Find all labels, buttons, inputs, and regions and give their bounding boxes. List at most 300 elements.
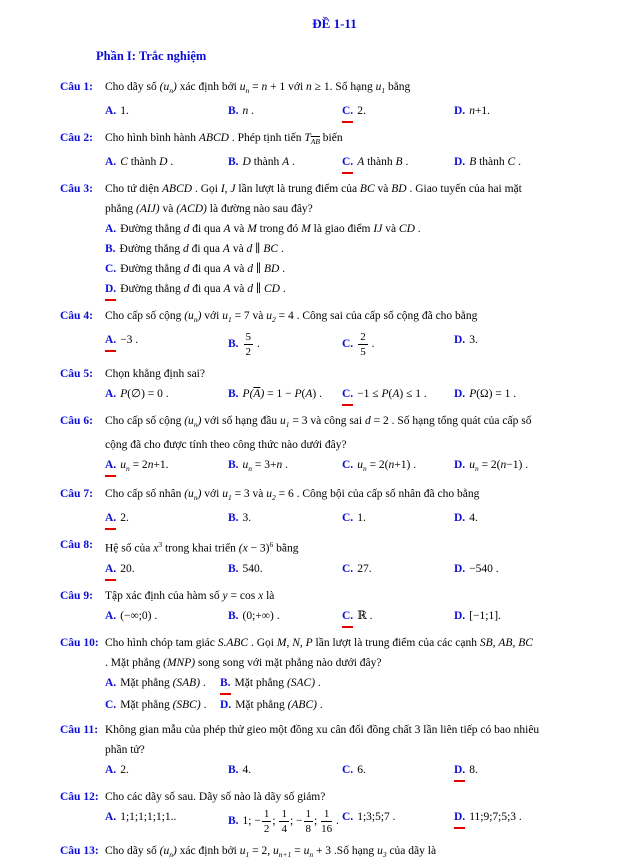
option-D: [220, 695, 609, 715]
correct-answer-letter: C.: [342, 384, 353, 406]
options: [105, 508, 609, 530]
option-A: [105, 559, 228, 581]
option-text: $u_n = 2n+1$.: [120, 459, 169, 473]
math-text: n: [147, 459, 154, 471]
correct-answer-letter: A.: [105, 559, 116, 581]
option-C: [105, 259, 609, 279]
math-text: (u: [159, 844, 170, 857]
options: [105, 807, 609, 836]
question-text: Không gian mẫu của phép thử gieo một đồng xu cân đối đồng chất 3 lần liên tiếp có bao nhiêu phần tử?: [105, 723, 540, 756]
option-B: [228, 606, 342, 628]
option-text: Mặt phẳng (SAB) .: [120, 676, 206, 689]
option-letter: D.: [220, 698, 232, 711]
math-text: BC: [263, 243, 279, 255]
options: [105, 455, 609, 479]
option-A: [105, 508, 228, 530]
option-letter: B.: [228, 338, 239, 351]
option-C: [105, 695, 220, 715]
option-letter: C.: [342, 338, 354, 351]
option-letter: C.: [342, 512, 354, 524]
option-A: [105, 384, 228, 406]
math-subscript: 1: [245, 849, 250, 859]
math-text: (MNP): [163, 656, 196, 669]
option-letter: A.: [105, 223, 117, 235]
math-text: u: [375, 81, 382, 93]
option-B: [228, 101, 342, 123]
option-text: 27.: [357, 562, 372, 575]
option-C: [342, 807, 454, 836]
math-text: J: [230, 183, 236, 195]
math-subscript: n: [245, 86, 250, 95]
option-text: $\frac{5}{2}$ .: [245, 331, 260, 358]
question-main: [105, 841, 609, 865]
option-text: 8.: [469, 763, 478, 776]
math-text: n: [276, 459, 283, 471]
math-text: u: [222, 488, 228, 500]
option-text: 2.: [357, 105, 366, 117]
math-text: A: [223, 283, 231, 295]
math-subscript: n: [474, 464, 479, 473]
question-label: Câu 6:: [60, 415, 93, 427]
question-main: [105, 364, 609, 406]
option-text: −3 .: [120, 334, 139, 346]
math-overline: $\overline{A}$: [253, 388, 261, 400]
math-text: D: [242, 156, 251, 168]
question-main: [105, 77, 609, 123]
options: [105, 152, 609, 174]
option-letter: B.: [228, 156, 239, 168]
option-A: [105, 219, 609, 239]
option-C: [342, 508, 454, 530]
math-subscript: n: [193, 420, 198, 429]
option-letter: A.: [105, 105, 117, 117]
option-letter: B.: [228, 562, 239, 575]
question-label: Câu 5:: [60, 368, 93, 380]
math-text: M: [301, 223, 311, 235]
question-text: Cho dãy số $(u_n)$ xác định bởi $u_n = n + 1$ với n ≥ 1. Số hạng $u_1$ bằng: [105, 81, 411, 95]
math-text: n: [469, 105, 475, 117]
correct-answer-letter: D.: [454, 807, 465, 829]
math-text: u: [273, 844, 279, 857]
math-text: S.ABC: [217, 636, 249, 649]
question-11: [60, 720, 609, 782]
question-text: Hệ số của $x^3$ trong khai triển $(x - 3)^6$ bằng: [105, 540, 299, 555]
math-text: d: [183, 263, 190, 275]
correct-answer-letter: B.: [220, 673, 231, 695]
option-text: 3.: [242, 512, 252, 524]
correct-answer-letter: D.: [105, 279, 116, 301]
option-text: 4.: [469, 512, 478, 524]
fraction: $\frac{2}{5}$: [360, 331, 366, 358]
math-text: u: [239, 81, 246, 93]
option-letter: C.: [105, 263, 117, 275]
option-text: 1.: [120, 105, 129, 117]
math-subscript: n: [193, 315, 198, 324]
option-D: [454, 101, 609, 123]
math-text: P: [120, 388, 128, 400]
math-text: d: [247, 263, 253, 275]
option-C: [342, 606, 454, 628]
math-text: D: [159, 156, 168, 168]
math-text: n: [388, 459, 395, 471]
question-label: Câu 12:: [60, 790, 99, 803]
question-label: Câu 13:: [60, 844, 99, 857]
option-letter: B.: [228, 459, 239, 471]
math-text: IJ: [373, 223, 383, 235]
math-text: A: [305, 388, 313, 400]
math-subscript: 1: [227, 493, 232, 502]
option-B: [228, 330, 342, 359]
option-text: $u_n = 2(n-1)$ .: [469, 459, 529, 473]
question-label: Câu 9:: [60, 589, 93, 602]
math-text: B: [395, 156, 403, 168]
math-text: CD: [264, 283, 280, 295]
question-label: Câu 2:: [60, 132, 93, 144]
math-text: (AIJ): [135, 203, 160, 215]
math-text: ): [172, 81, 177, 93]
question-7: [60, 484, 609, 530]
math-subscript: 2: [272, 315, 276, 324]
option-letter: A.: [105, 763, 117, 776]
question-10: [60, 633, 609, 715]
option-text: Đường thẳng d đi qua A và d ∥ CD .: [120, 283, 286, 295]
option-B: [105, 239, 609, 259]
correct-answer-letter: A.: [105, 508, 116, 530]
option-C: [342, 455, 454, 479]
option-letter: D.: [454, 562, 466, 575]
option-text: A thành B .: [357, 156, 409, 168]
math-text: x: [258, 589, 264, 602]
question-label: Câu 8:: [60, 539, 93, 551]
option-D: [454, 455, 609, 479]
math-text: BC: [359, 183, 375, 195]
question-3: [60, 179, 609, 301]
option-letter: D.: [454, 156, 466, 168]
question-4: [60, 306, 609, 359]
question-main: [105, 633, 609, 715]
math-text: ): [197, 310, 202, 322]
math-text: A: [222, 243, 230, 255]
math-text: u: [266, 488, 273, 500]
math-text: (u: [184, 488, 194, 500]
math-text: ): [197, 488, 202, 500]
options: [105, 673, 609, 715]
question-main: [105, 128, 609, 174]
fraction: $\frac{1}{8}$: [305, 807, 311, 835]
option-text: 2.: [120, 763, 129, 776]
option-text: [−1;1].: [469, 609, 501, 622]
math-text: P: [381, 388, 389, 400]
option-D: [105, 279, 609, 301]
option-text: $u_n = 2(n+1)$ .: [357, 459, 417, 473]
option-text: P(Ω) = 1 .: [469, 388, 517, 400]
option-B: [220, 673, 609, 695]
option-text: Đường thẳng d đi qua A và M trong đó M là giao điểm IJ và CD .: [120, 223, 421, 235]
option-letter: B.: [228, 388, 239, 400]
option-text: Mặt phẳng (SAC) .: [234, 676, 321, 689]
question-5: [60, 364, 609, 406]
option-letter: B.: [228, 512, 239, 524]
correct-answer-letter: C.: [342, 606, 353, 628]
math-text: P: [294, 388, 302, 400]
question-label: Câu 11:: [60, 723, 99, 736]
option-letter: C.: [342, 810, 354, 823]
option-letter: C.: [105, 698, 117, 711]
math-text: u: [120, 459, 126, 471]
math-subscript: n+1: [278, 849, 292, 859]
math-subscript: n: [125, 464, 130, 473]
question-text: Tập xác định của hàm số y = cos x là: [105, 589, 275, 602]
math-text: (u: [184, 415, 194, 427]
option-text: 540.: [242, 562, 263, 575]
question-main: [105, 411, 609, 479]
option-C: [342, 760, 454, 782]
question-6: [60, 411, 609, 479]
fraction: $\frac{5}{2}$: [245, 331, 252, 358]
math-text: n: [261, 81, 268, 93]
math-text: I: [220, 183, 225, 195]
math-text: A: [282, 156, 290, 168]
question-text: Cho hình chóp tam giác S.ABC . Gọi M, N, P lần lượt là trung điểm của các cạnh SB, AB, BC . Mặt phẳng (MNP) song song với mặt phẳng nào dưới đây?: [105, 636, 533, 669]
math-subscript: 1: [227, 315, 232, 324]
math-text: u: [222, 310, 228, 322]
math-text: ABCD: [162, 183, 193, 195]
math-text: (x: [238, 542, 248, 555]
math-text: ): [197, 415, 202, 427]
question-2: [60, 128, 609, 174]
correct-answer-letter: D.: [454, 760, 465, 782]
question-main: [105, 484, 609, 530]
question-text: Cho cấp số cộng $(u_n)$ với số hạng đầu $u_1 = 3$ và công sai d = 2 . Số hạng tổng quát của cấp số cộng đã cho được tính theo công thức nào dưới đây?: [105, 415, 532, 451]
math-text: d: [247, 283, 253, 295]
math-text: u: [280, 415, 286, 427]
option-D: [454, 559, 609, 581]
option-text: (0;+∞) .: [242, 609, 280, 622]
option-letter: C.: [342, 562, 354, 575]
option-text: Đường thẳng d đi qua A và d ∥ BC .: [119, 243, 284, 255]
option-text: 4.: [242, 763, 252, 776]
option-B: [228, 455, 342, 479]
math-text: M: [276, 636, 287, 649]
option-A: [105, 330, 228, 359]
math-text: A: [223, 263, 231, 275]
math-text: n: [242, 105, 249, 117]
question-text: Cho cấp số cộng $(u_n)$ với $u_1 = 7$ và $u_2 = 4$ . Công sai của cấp số cộng đã cho bằng: [105, 310, 478, 324]
math-vector-subscript: AB: [310, 137, 320, 146]
question-13: [60, 841, 609, 865]
correct-answer-letter: A.: [105, 455, 116, 477]
question-label: Câu 3:: [60, 183, 93, 195]
question-label: Câu 4:: [60, 310, 93, 322]
question-main: [105, 306, 609, 359]
options: [105, 559, 609, 581]
math-text: P(: [242, 388, 254, 400]
math-text: ABCD: [198, 132, 229, 144]
option-B: [228, 384, 342, 406]
math-subscript: n: [193, 493, 198, 502]
option-letter: A.: [105, 810, 117, 823]
question-text: Cho tứ diện ABCD . Gọi I, J lần lượt là trung điểm của BC và BD . Giao tuyến của hai mặt phẳng (AIJ) và (ACD) là đường nào sau đây?: [105, 183, 522, 215]
option-text: −1 ≤ P(A) ≤ 1 .: [357, 388, 427, 400]
option-text: 1;3;5;7 .: [357, 810, 396, 823]
option-A: [105, 101, 228, 123]
math-text: A: [392, 388, 400, 400]
correct-answer-letter: C.: [342, 152, 353, 174]
option-D: [454, 606, 609, 628]
option-letter: D.: [454, 512, 466, 524]
math-text: (SBC): [172, 698, 201, 711]
options: [105, 760, 609, 782]
math-subscript: n: [362, 464, 367, 473]
question-main: [105, 535, 609, 581]
math-text: d: [246, 243, 253, 255]
options: [105, 606, 609, 628]
option-A: [105, 807, 228, 836]
option-text: 1;1;1;1;1;1..: [120, 810, 177, 823]
option-letter: A.: [105, 609, 117, 622]
option-B: [228, 559, 342, 581]
option-letter: B.: [105, 243, 116, 255]
page-title: ĐỀ 1-11: [312, 16, 357, 31]
option-letter: D.: [454, 609, 466, 622]
math-text: (u: [184, 310, 194, 322]
math-text: d: [182, 243, 189, 255]
option-D: [454, 384, 609, 406]
math-text: x: [153, 542, 159, 555]
math-text: (ABC): [287, 698, 317, 711]
math-text: (SAC): [286, 676, 316, 689]
math-text: ): [172, 844, 177, 857]
option-B: [228, 508, 342, 530]
math-subscript: n: [169, 86, 173, 95]
option-letter: B.: [228, 763, 239, 776]
math-text: d: [183, 283, 190, 295]
option-letter: B.: [228, 609, 239, 622]
option-C: [342, 101, 454, 123]
math-text: P: [305, 636, 313, 649]
option-letter: A.: [105, 676, 117, 689]
question-label: Câu 10:: [60, 636, 99, 649]
math-text: n: [500, 459, 507, 471]
option-D: [454, 152, 609, 174]
option-letter: C.: [342, 763, 354, 776]
option-text: $\frac{2}{5}$ .: [360, 331, 375, 358]
option-A: [105, 455, 228, 479]
option-A: [105, 673, 220, 695]
option-B: [228, 807, 342, 836]
section-title: Phần I: Trắc nghiệm: [96, 49, 207, 63]
fraction: $\frac{1}{16}$: [321, 807, 333, 835]
question-1: [60, 77, 609, 123]
question-text: Chọn khẳng định sai?: [105, 368, 205, 380]
option-A: [105, 606, 228, 628]
math-text: u: [303, 844, 310, 857]
math-text: (ACD): [176, 203, 207, 215]
math-subscript: 2: [272, 493, 276, 502]
math-text: (u: [159, 81, 170, 93]
math-text: u: [239, 844, 246, 857]
math-text: n: [306, 81, 312, 93]
option-text: 6.: [357, 763, 366, 776]
math-text: ): [260, 388, 265, 400]
question-text: Cho dãy số $(u_n)$ xác định bởi $u_1 = 2$, $u_{n+1} = u_n + 3$ .Số hạng $u_3$ của dãy là: [105, 844, 437, 859]
math-text: N: [292, 636, 300, 649]
option-A: [105, 152, 228, 174]
options: [105, 101, 609, 123]
question-text: Cho các dãy số sau. Dãy số nào là dãy số giảm?: [105, 790, 326, 803]
math-text: BD: [391, 183, 407, 195]
math-text: u: [357, 459, 363, 471]
option-text: B thành C .: [469, 156, 521, 168]
math-subscript: 1: [381, 86, 386, 95]
option-D: [454, 760, 609, 782]
option-text: 2.: [120, 512, 129, 524]
option-letter: B.: [228, 105, 239, 117]
option-C: [342, 330, 454, 359]
option-text: ℝ .: [357, 609, 373, 622]
question-main: [105, 179, 609, 301]
options: [105, 384, 609, 406]
option-letter: D.: [454, 459, 466, 471]
correct-answer-letter: C.: [342, 101, 353, 123]
math-subscript: n: [309, 849, 314, 859]
question-12: [60, 787, 609, 836]
option-A: [105, 760, 228, 782]
math-text: d: [364, 415, 371, 427]
option-text: $P(\overline{A}) = 1 - P(A)$ .: [242, 388, 323, 400]
option-letter: D.: [454, 105, 466, 117]
option-C: [342, 152, 454, 174]
math-text: u: [242, 459, 249, 471]
option-letter: B.: [228, 814, 239, 827]
question-9: [60, 586, 609, 628]
math-subscript: 1: [285, 420, 290, 429]
options: [105, 330, 609, 359]
math-text: AB: [498, 636, 513, 649]
option-B: [228, 152, 342, 174]
option-text: 1.: [357, 512, 366, 524]
options: [105, 219, 609, 301]
math-text: M: [247, 223, 257, 235]
math-text: C: [507, 156, 516, 168]
option-text: −540 .: [469, 562, 499, 575]
questions-list: [60, 77, 609, 865]
math-text: T: [304, 132, 311, 144]
question-label: Câu 1:: [60, 81, 93, 93]
question-label: Câu 7:: [60, 488, 93, 500]
math-superscript: 6: [269, 540, 274, 549]
math-text: CD: [398, 223, 415, 235]
option-text: D thành A .: [242, 156, 295, 168]
math-text: B: [469, 156, 477, 168]
math-subscript: n: [169, 849, 173, 859]
math-text: A: [223, 223, 231, 235]
option-text: C thành D .: [120, 156, 174, 168]
option-text: Mặt phẳng (SBC) .: [120, 698, 207, 711]
math-subscript: 3: [382, 849, 387, 859]
fraction: $\frac{1}{4}$: [281, 807, 287, 835]
math-text: d: [183, 223, 190, 235]
question-8: [60, 535, 609, 581]
math-text: C: [120, 156, 128, 168]
option-letter: D.: [454, 334, 466, 346]
option-D: [454, 330, 609, 359]
question-text: Cho hình bình hành ABCD . Phép tịnh tiến $T_{\overline{AB}}$ biến: [105, 132, 343, 146]
question-main: [105, 787, 609, 836]
math-text: A: [357, 156, 365, 168]
option-B: [228, 760, 342, 782]
option-text: 20.: [120, 562, 135, 575]
